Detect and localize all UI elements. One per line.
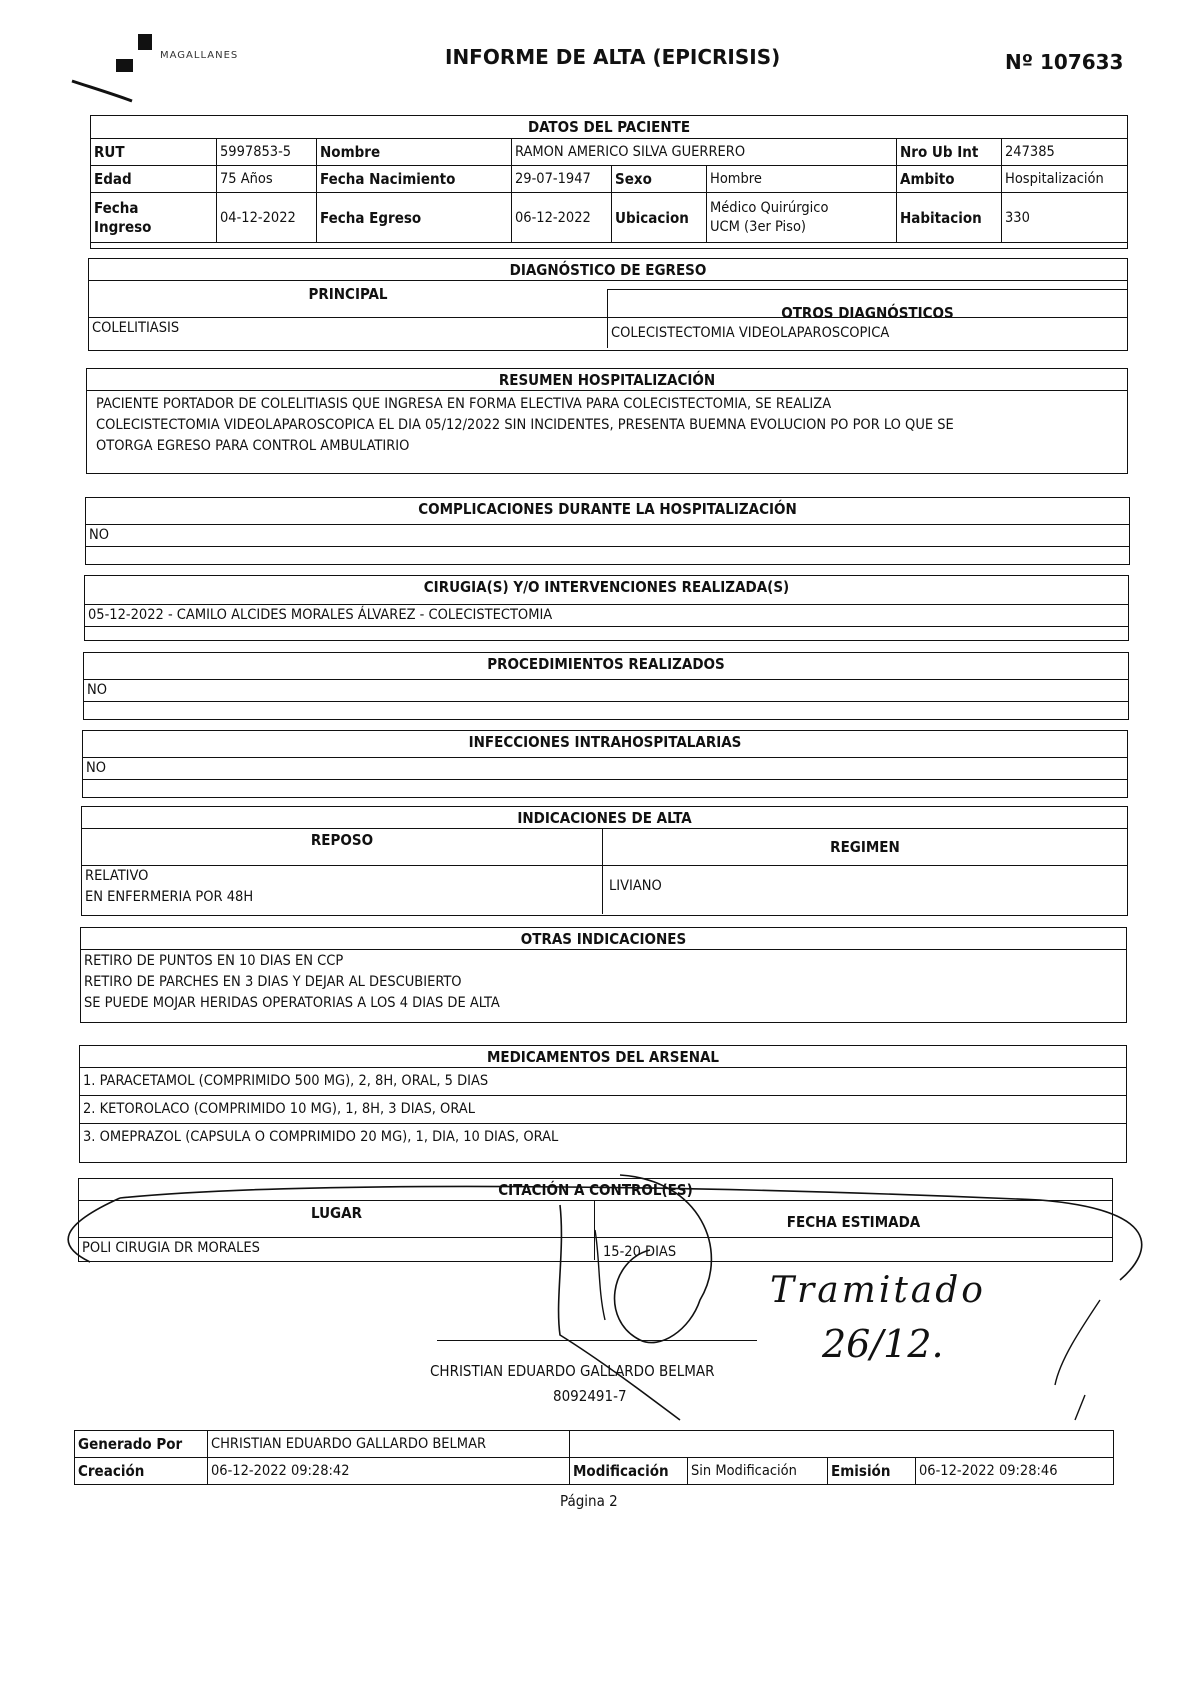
label-rut: RUT: [91, 139, 217, 166]
control-section: [78, 1178, 1113, 1262]
blank-cell: [570, 1431, 1114, 1458]
pen-scratch-mark: [70, 75, 140, 105]
other-indication-line: SE PUEDE MOJAR HERIDAS OPERATORIAS A LOS 4 DIAS DE ALTA: [84, 995, 500, 1011]
diagnosis-otros-value: COLECISTECTOMIA VIDEOLAPAROSCOPICA: [607, 318, 1127, 348]
value-ubicacion-line1: Médico Quirúrgico: [710, 199, 829, 216]
fecha-value: 15-20 DIAS: [594, 1238, 1112, 1260]
regimen-header: REGIMEN: [602, 829, 1127, 865]
value-habitacion: 330: [1002, 193, 1128, 243]
value-nro-ub: 247385: [1002, 139, 1128, 166]
complications-section: [85, 497, 1130, 565]
complications-value: NO: [86, 524, 1129, 547]
label-habitacion: Habitacion: [897, 193, 1002, 243]
value-emision: 06-12-2022 09:28:46: [916, 1458, 1114, 1485]
surgeries-section: [84, 575, 1129, 641]
label-modificacion: Modificación: [570, 1458, 688, 1485]
section-title: CIRUGIA(S) Y/O INTERVENCIONES REALIZADA(S): [423, 578, 790, 596]
other-indications-section: [80, 927, 1127, 1023]
medication-item: 2. KETOROLACO (COMPRIMIDO 10 MG), 1, 8H, 3 DIAS, ORAL: [80, 1096, 1126, 1124]
discharge-section: [81, 806, 1128, 916]
handwritten-note: [740, 1270, 1070, 1380]
document-title: INFORME DE ALTA (EPICRISIS): [445, 45, 781, 69]
reposo-line: EN ENFERMERIA POR 48H: [85, 889, 254, 905]
signature-line: [437, 1340, 757, 1341]
patient-data-section: [90, 115, 1128, 249]
value-rut: 5997853-5: [217, 139, 317, 166]
label-ingreso: [91, 193, 217, 243]
medications-section: [79, 1045, 1127, 1163]
label-nro-ub: Nro Ub Int: [897, 139, 1002, 166]
section-title: OTRAS INDICACIONES: [81, 928, 1126, 950]
surgeries-value: 05-12-2022 - CAMILO ALCIDES MORALES ÁLVAREZ - COLECISTECTOMIA: [85, 604, 1128, 627]
handnote-line1: Tramitado: [770, 1270, 986, 1311]
page-number: Página 2: [560, 1492, 618, 1510]
reposo-line: RELATIVO: [85, 868, 149, 884]
logo-text: MAGALLANES: [160, 50, 239, 61]
label-ubicacion: Ubicacion: [612, 193, 707, 243]
label-birth: Fecha Nacimiento: [317, 166, 512, 193]
other-indication-line: RETIRO DE PARCHES EN 3 DIAS Y DEJAR AL DESCUBIERTO: [84, 974, 462, 990]
document-number: Nº 107633: [1005, 50, 1124, 74]
medication-item: 3. OMEPRAZOL (CAPSULA O COMPRIMIDO 20 MG), 1, DIA, 10 DIAS, ORAL: [83, 1129, 559, 1145]
value-creacion: 06-12-2022 09:28:42: [208, 1458, 570, 1485]
signer-rut: 8092491-7: [553, 1387, 627, 1405]
section-title: DIAGNÓSTICO DE EGRESO: [89, 259, 1127, 281]
value-birth: 29-07-1947: [512, 166, 612, 193]
label-ambito: Ambito: [897, 166, 1002, 193]
label-sex: Sexo: [612, 166, 707, 193]
logo-mark-icon: [138, 34, 152, 50]
section-title: PROCEDIMIENTOS REALIZADOS: [487, 655, 725, 673]
lugar-value: POLI CIRUGIA DR MORALES: [82, 1240, 260, 1256]
value-age: 75 Años: [217, 166, 317, 193]
section-title: INFECCIONES INTRAHOSPITALARIAS: [468, 733, 742, 751]
regimen-value: LIVIANO: [602, 866, 1127, 914]
label-egreso: Fecha Egreso: [317, 193, 512, 243]
value-ubicacion: [707, 193, 897, 243]
other-indication-line: RETIRO DE PUNTOS EN 10 DIAS EN CCP: [84, 953, 344, 969]
infections-section: [82, 730, 1128, 798]
summary-section: [86, 368, 1128, 474]
section-title: DATOS DEL PACIENTE: [527, 118, 691, 136]
diagnosis-principal-header: PRINCIPAL: [308, 285, 388, 303]
section-title: INDICACIONES DE ALTA: [82, 807, 1127, 829]
infections-value: NO: [83, 757, 1127, 780]
diagnosis-section: [88, 258, 1128, 351]
procedures-section: [83, 652, 1129, 720]
value-modificacion: Sin Modificación: [688, 1458, 828, 1485]
lugar-header: LUGAR: [311, 1204, 362, 1222]
value-ingreso: 04-12-2022: [217, 193, 317, 243]
summary-line: OTORGA EGRESO PARA CONTROL AMBULATIRIO: [96, 438, 410, 454]
section-title: COMPLICACIONES DURANTE LA HOSPITALIZACIÓN: [418, 500, 797, 518]
summary-line: PACIENTE PORTADOR DE COLELITIASIS QUE INGRESA EN FORMA ELECTIVA PARA COLECISTECTOMIA, SE REALIZA: [96, 396, 832, 412]
label-name: Nombre: [317, 139, 512, 166]
section-title: CITACIÓN A CONTROL(ES): [79, 1179, 1112, 1201]
signer-name: CHRISTIAN EDUARDO GALLARDO BELMAR: [430, 1362, 715, 1380]
medication-item: 1. PARACETAMOL (COMPRIMIDO 500 MG), 2, 8H, ORAL, 5 DIAS: [80, 1068, 1126, 1096]
procedures-value: NO: [84, 679, 1128, 702]
label-age: Edad: [91, 166, 217, 193]
summary-line: COLECISTECTOMIA VIDEOLAPAROSCOPICA EL DIA 05/12/2022 SIN INCIDENTES, PRESENTA BUEMNA EVOLUCION PO POR LO QUE SE: [96, 417, 954, 433]
fecha-header: FECHA ESTIMADA: [594, 1201, 1112, 1237]
reposo-header: REPOSO: [310, 831, 374, 849]
label-ingreso-line2: Ingreso: [94, 217, 152, 236]
value-ambito: Hospitalización: [1002, 166, 1128, 193]
value-sex: Hombre: [707, 166, 897, 193]
section-title: RESUMEN HOSPITALIZACIÓN: [87, 369, 1127, 391]
handnote-line2: 26/12.: [822, 1322, 944, 1366]
label-creacion: Creación: [75, 1458, 208, 1485]
diagnosis-principal-value: COLELITIASIS: [92, 320, 180, 336]
label-generado: Generado Por: [75, 1431, 208, 1458]
value-egreso: 06-12-2022: [512, 193, 612, 243]
value-name: RAMON AMERICO SILVA GUERRERO: [512, 139, 897, 166]
section-title: MEDICAMENTOS DEL ARSENAL: [80, 1046, 1126, 1068]
footer-metadata: [74, 1430, 1114, 1490]
label-ingreso-line1: Fecha: [94, 198, 139, 217]
value-generado: CHRISTIAN EDUARDO GALLARDO BELMAR: [208, 1431, 570, 1458]
label-emision: Emisión: [828, 1458, 916, 1485]
logo-mark-icon: [116, 59, 133, 72]
diagnosis-otros-header: OTROS DIAGNÓSTICOS: [607, 289, 1127, 317]
value-ubicacion-line2: UCM (3er Piso): [710, 218, 807, 235]
reposo-value: [82, 866, 602, 914]
